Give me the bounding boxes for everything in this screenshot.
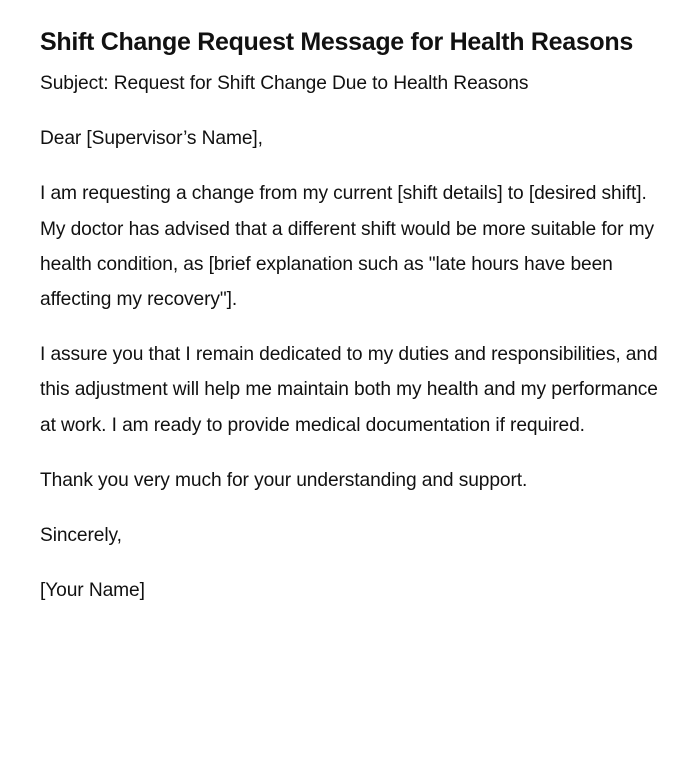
subject-line: Subject: Request for Shift Change Due to Health Reasons — [40, 73, 529, 94]
document-title: Shift Change Request Message for Health Reasons — [40, 28, 633, 56]
closing: Sincerely, — [40, 525, 122, 547]
body-paragraph-thanks: Thank you very much for your understanding and support. — [40, 469, 528, 491]
body-paragraph-request: I am requesting a change from my current [shift details] to [desired shift]. My doctor has advised that a different shift would be more suitable for my health condition, as [brief explanation such as "late hours have been affecting my recovery"]. — [40, 183, 655, 311]
body-paragraph-assurance: I assure you that I remain dedicated to my duties and responsibilities, and this adjustment will help me maintain both my health and my performance at work. I am ready to provide medical documentation if required. — [40, 344, 658, 436]
greeting: Dear [Supervisor’s Name], — [40, 128, 263, 150]
signature: [Your Name] — [40, 580, 145, 602]
